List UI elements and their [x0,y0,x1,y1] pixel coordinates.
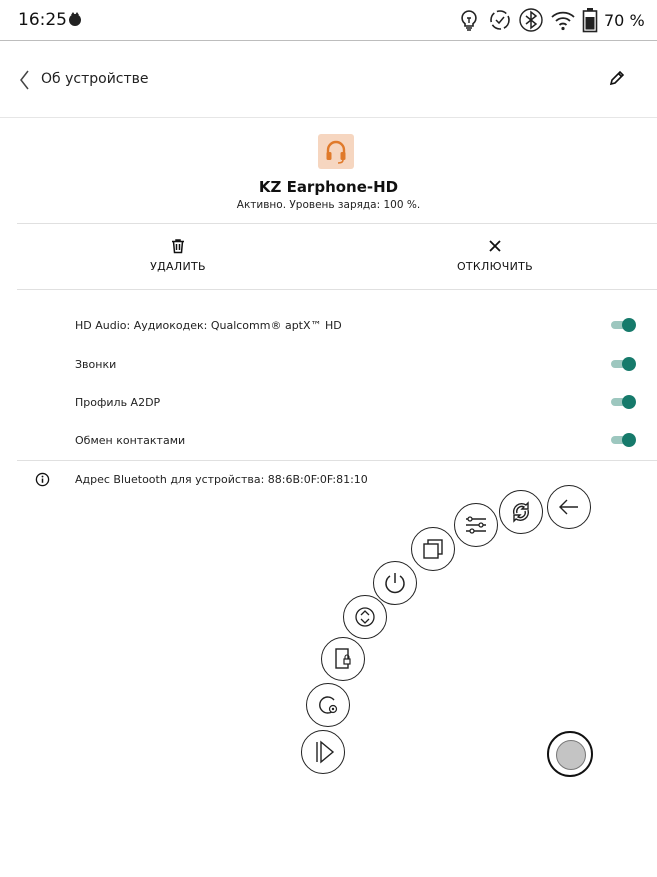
fab-screen-lock-button[interactable] [321,637,365,681]
wifi-icon [549,6,577,34]
back-chevron-icon[interactable] [18,69,32,91]
setting-a2dp-label: Профиль A2DP [75,396,161,409]
delete-button[interactable] [98,238,258,278]
setting-calls-toggle[interactable] [611,357,637,371]
info-icon [35,472,50,487]
scroll-icon [344,596,386,638]
bluetooth-address: Адрес Bluetooth для устройства: 88:6B:0F:0F:81:10 [75,473,368,486]
play-icon [302,731,344,773]
device-name: KZ Earphone-HD [258,178,399,196]
device-icon-box [318,134,354,169]
edit-pencil-icon[interactable] [608,69,626,87]
battery-level: 70 % [604,11,645,30]
page-title: Об устройстве [41,71,149,87]
setting-contacts-label: Обмен контактами [75,434,186,447]
fab-copy-button[interactable] [411,527,455,571]
setting-a2dp-toggle[interactable] [611,395,637,409]
headset-icon [318,134,354,169]
battery-icon [582,7,598,33]
status-time: 16:25 [18,10,67,30]
setting-calls-label: Звонки [75,358,117,371]
divider [17,223,657,224]
sliders-icon [455,504,497,546]
fab-scroll-button[interactable] [343,595,387,639]
status-bar [0,0,657,41]
trash-icon [170,238,186,254]
copy-icon [412,528,454,570]
delete-label: УДАЛИТЬ [150,260,206,273]
fab-back-button[interactable] [547,485,591,529]
setting-hd-audio-toggle[interactable] [611,318,637,332]
close-icon [487,238,503,254]
refresh-icon [500,491,542,533]
settings-refresh-icon [307,684,349,726]
fab-settings-refresh-button[interactable] [306,683,350,727]
disconnect-button[interactable] [415,238,575,278]
fab-play-button[interactable] [301,730,345,774]
floating-ball-inner [556,740,586,770]
divider [17,289,657,290]
app-notification-icon [67,11,83,27]
device-status: Активно. Уровень заряда: 100 %. [236,199,421,211]
sync-icon [486,6,514,34]
header [0,41,657,118]
setting-hd-audio-label: HD Audio: Аудиокодек: Qualcomm® aptX™ HD [75,319,342,332]
fab-refresh-button[interactable] [499,490,543,534]
disconnect-label: ОТКЛЮЧИТЬ [456,260,534,273]
setting-contacts-toggle[interactable] [611,433,637,447]
bulb-icon [455,6,483,34]
screen-lock-icon [322,638,364,680]
fab-sliders-button[interactable] [454,503,498,547]
floating-ball-button[interactable] [547,731,593,777]
back-arrow-icon [548,486,590,528]
bluetooth-icon [517,6,545,34]
divider [17,460,657,461]
